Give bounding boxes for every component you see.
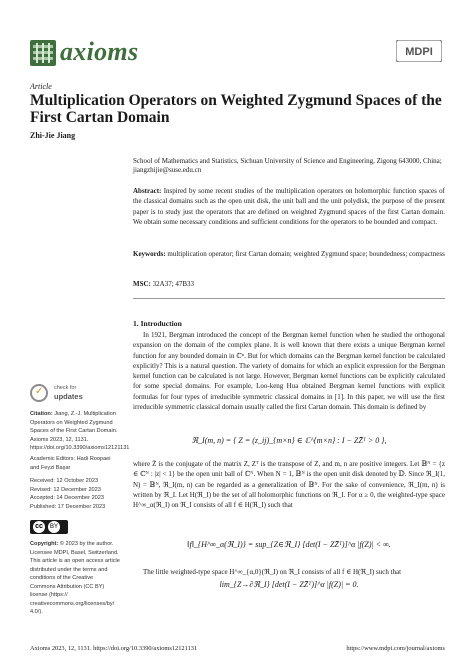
journal-name[interactable]: axioms [60, 37, 139, 66]
check-updates-label[interactable]: check for [54, 385, 77, 391]
formula-weighted-norm: ‖f‖_{H^∞_α(ℜ_I)} = sup_{Z∈ℜ_I} [det(I − ZZ̄ᵀ)]^α |f(Z)| < ∞. [187, 540, 391, 549]
keywords-label: Keywords: [133, 250, 166, 258]
formula-little-space: lim_{Z→∂ℜ_I} [det(I − ZZ̄ᵀ)]^α |f(Z)| = 0. [219, 580, 359, 589]
citation-label: Citation: [30, 411, 53, 417]
date-accepted: Accepted: 14 December 2023 [30, 495, 105, 501]
keywords [133, 249, 445, 259]
mdpi-logo-icon[interactable] [396, 40, 442, 62]
date-received: Received: 12 October 2023 [30, 478, 99, 484]
citation-block [30, 410, 130, 453]
academic-editors: Academic Editors: Hadi Roopaei and Feyzi Başar [30, 456, 111, 471]
abstract-text: Inspired by some recent studies of the multiplication operators on holomorphic function spaces of the classical domains such as the open unit disk, the unit ball and the unit polydisk, the purpose of the present paper is to study just the operators that are defined on weighted Zygmund spaces of the first Cartan domain. We obtain some necessary conditions and sufficient conditions for the operators to be bounded and compact. [133, 187, 446, 226]
page-title: Multiplication Operators on Weighted Zygmund Spaces of the First Cartan Domain [30, 92, 442, 126]
msc-label: MSC: [133, 280, 151, 288]
mdpi-logo-text: MDPI [405, 46, 433, 58]
cc-icon: cc [33, 521, 45, 533]
dates-block [30, 477, 120, 511]
section-divider [133, 298, 445, 299]
article-type: Article [30, 82, 52, 91]
abstract [133, 186, 445, 227]
check-mark-icon: ✓ [35, 386, 44, 397]
msc [133, 279, 445, 289]
intro-paragraph-1: In 1921, Bergman introduced the concept of the Bergman kernel function when he studied the orthogonal expansion on the domain of the complex plane. It is well known that there exists a unique Bergman kernel function for any bounded domain in ℂⁿ. But for which domains can the Bergman kernel function be calculated explicitly? This is a natural question. The variety of domains for which an explicit expression for the Bergman kernel function can be calculated is not large. However, Bergman kernel functions can be explicitly calculated for some special domains. For example, Loo-keng Hua obtained Bergman kernel functions with explicit formulas for four types of irreducible symmetric classical domains in [1]. In this paper, we will use the first irreducible symmetric classical domain usually called the first Cartan domain. This domain is defined by [133, 331, 445, 412]
check-updates-button[interactable]: updates [54, 392, 83, 401]
by-icon: BY [48, 521, 60, 533]
date-revised: Revised: 12 December 2023 [30, 486, 101, 493]
copyright-text: © 2023 by the author. Licensee MDPI, Basel, Switzerland. This article is an open access article distributed under the terms and conditions of the Creative Commons Attribution (CC BY) license (https:// creativecommons.org/licenses/by/ 4.0/). [30, 541, 120, 615]
copyright-block [30, 540, 120, 617]
section-heading-introduction: 1. Introduction [133, 319, 182, 328]
footer-citation[interactable]: Axioms 2023, 12, 1131. https://doi.org/10.3390/axioms12121131 [30, 645, 198, 652]
formula-cartan-domain: ℜ_I(m, n) = { Z = (z_ij)_{m×n} ∈ ℂ^{m×n} : I − ZZ̄ᵀ > 0 }, [191, 436, 387, 445]
msc-text: 32A37; 47B33 [152, 280, 195, 288]
journal-logo-icon [30, 40, 56, 66]
citation-text: Jiang, Z.-J. Multiplication Operators on Weighted Zygmund Spaces of the First Cartan Domain. Axioms 2023, 12, 1131. https://doi.org/10.3390/axioms12121131 [30, 411, 130, 451]
intro-paragraph-3: The little weighted-type space H^∞_{α,0}(ℜ_I) on ℜ_I consists of all f ∈ H(ℜ_I) such that [143, 568, 402, 576]
copyright-label: Copyright: [30, 541, 59, 547]
author-name[interactable]: Zhi-Jie Jiang [30, 131, 76, 140]
intro-paragraph-2: where Z̄ is the conjugate of the matrix Z, Zᵀ is the transpose of Z, and m, n are positive integers. Let 𝔹ᴺ = {z ∈ ℂᴺ : |z| < 1} be the open unit ball of ℂᴺ. When N = 1, 𝔹ᴺ is the open unit disk denoted by 𝔻. Since ℜ_I(1, N) = 𝔹ᴺ, ℜ_I(m, n) can be regarded as a generalization of 𝔹ᴺ. For the sake of convenience, ℜ_I(m, n) is written by ℜ_I. Let H(ℜ_I) be the set of all holomorphic functions on ℜ_I. For α ≥ 0, the weighted-type space H^∞_α(ℜ_I) on ℜ_I consists of all f ∈ H(ℜ_I) such that [133, 460, 445, 510]
abstract-label: Abstract: [133, 187, 162, 195]
keywords-text: multiplication operator; first Cartan domain; weighted Zygmund space; boundedness; compactness [167, 250, 445, 258]
affiliation: School of Mathematics and Statistics, Sichuan University of Science and Engineering, Zigong 643000, China; [133, 157, 442, 165]
email-link[interactable]: jiangzhijie@suse.edu.cn [133, 166, 202, 174]
footer-journal-link[interactable]: https://www.mdpi.com/journal/axioms [346, 645, 445, 652]
date-published: Published: 17 December 2023 [30, 503, 106, 510]
